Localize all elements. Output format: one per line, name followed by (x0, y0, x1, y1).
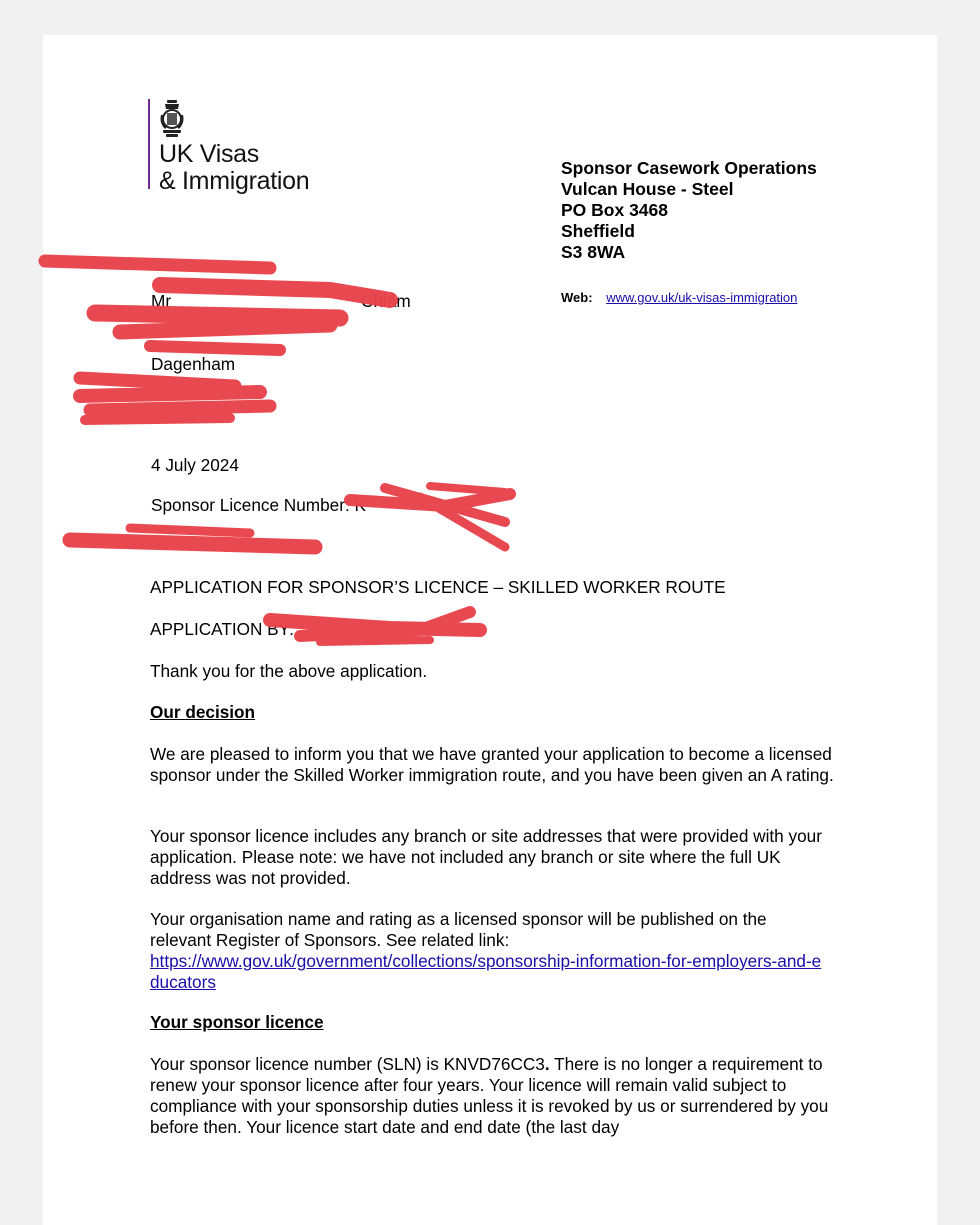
decision-paragraph: We are pleased to inform you that we have granted your application to become a licensed sponsor under the Skilled Worker immigration route, and you have been given an A rating. (150, 744, 834, 785)
address-line: PO Box 3468 (561, 200, 668, 220)
logo-divider (148, 99, 150, 189)
branch-paragraph: Your sponsor licence includes any branch or site addresses that were provided with your application. Please note: we have not included any branch or site where the full UK address was not provided. (150, 826, 822, 888)
register-link[interactable]: https://www.gov.uk/government/collections/sponsorship-information-for-employers-and-educators (150, 951, 822, 992)
logo-wordmark (159, 141, 309, 195)
address-line: S3 8WA (561, 242, 626, 262)
recipient-line-1: Mr Chiam (151, 291, 411, 311)
web-label: Web (561, 290, 589, 305)
thanks-line: Thank you for the above application. (150, 661, 428, 681)
register-paragraph: Your organisation name and rating as a licensed sponsor will be published on the relevant Register of Sponsors. See related link: https://www.gov.uk/government/collections/sponsorship-information-for-employers-and-educators (150, 909, 822, 992)
web-link[interactable]: www.gov.uk/uk-visas-immigration (606, 290, 798, 305)
logo-line-2: & Immigration (159, 167, 310, 195)
recipient-city: Dagenham (151, 354, 236, 374)
address-line: Sheffield (561, 221, 635, 241)
heading-our-decision: Our decision (150, 702, 256, 722)
address-line: Sponsor Casework Operations (561, 158, 817, 178)
sponsor-licence-number: Sponsor Licence Number: K (151, 495, 366, 515)
logo-line-1: UK Visas (159, 140, 259, 168)
application-by: APPLICATION BY: (150, 619, 294, 639)
letter-date: 4 July 2024 (151, 455, 239, 475)
licence-paragraph: Your sponsor licence number (SLN) is KNVD76CC3. There is no longer a requirement to renew your sponsor licence after four years. Your licence will remain valid subject to compliance with your sponsorship duties unless it is revoked by us or surrendered by you before then. Your licence start date and end date (the last day (150, 1054, 829, 1137)
royal-crest-icon (158, 99, 186, 139)
web-row: Web: www.gov.uk/uk-visas-immigration (561, 290, 798, 305)
letter-title: APPLICATION FOR SPONSOR’S LICENCE – SKILLED WORKER ROUTE (150, 577, 726, 597)
address-line: Vulcan House - Steel (561, 179, 734, 199)
heading-sponsor-licence: Your sponsor licence (150, 1012, 324, 1032)
sender-address (561, 158, 817, 263)
